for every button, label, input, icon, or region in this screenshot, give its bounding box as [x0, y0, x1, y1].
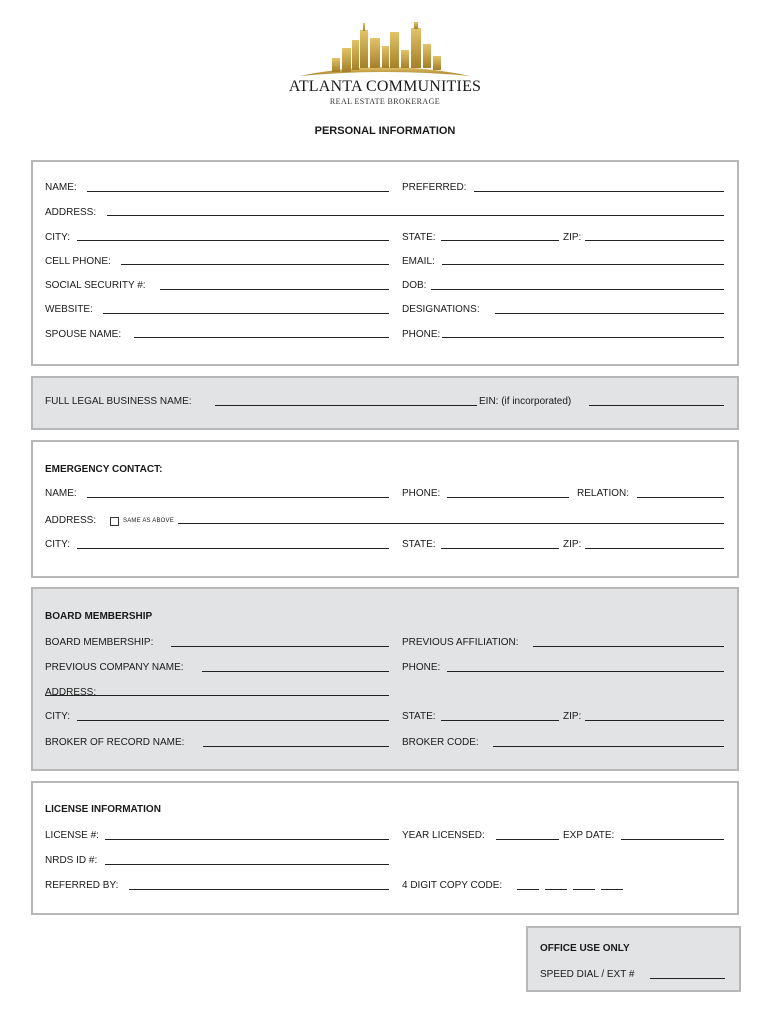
preferred-label: PREFERRED: — [402, 182, 467, 193]
board-zip-label: ZIP: — [563, 711, 582, 722]
broker-name-field[interactable] — [203, 746, 389, 747]
broker-code-label: BROKER CODE: — [402, 737, 479, 748]
speed-dial-field[interactable] — [650, 978, 725, 979]
city-field[interactable] — [77, 240, 389, 241]
legal-business-name-label: FULL LEGAL BUSINESS NAME: — [45, 396, 192, 407]
emergency-name-field[interactable] — [87, 497, 389, 498]
nrds-id-label: NRDS ID #: — [45, 855, 98, 866]
board-membership-section — [31, 587, 739, 771]
emergency-zip-label: ZIP: — [563, 539, 582, 550]
brand-subtitle: REAL ESTATE BROKERAGE — [329, 97, 441, 106]
preferred-field[interactable] — [474, 191, 724, 192]
state-label: STATE: — [402, 232, 436, 243]
broker-code-field[interactable] — [493, 746, 724, 747]
copy-code-digit-3[interactable] — [573, 889, 595, 890]
emergency-city-label: CITY: — [45, 539, 71, 550]
previous-affiliation-label: PREVIOUS AFFILIATION: — [402, 637, 519, 648]
board-membership-field[interactable] — [171, 646, 389, 647]
cell-phone-label: CELL PHONE: — [45, 256, 111, 267]
copy-code-label: 4 DIGIT COPY CODE: — [402, 880, 503, 891]
business-section — [31, 376, 739, 430]
same-as-above-checkbox[interactable] — [110, 517, 119, 526]
emergency-state-label: STATE: — [402, 539, 436, 550]
same-as-above-label: SAME AS ABOVE — [123, 518, 174, 524]
name-field[interactable] — [87, 191, 389, 192]
page-title: PERSONAL INFORMATION — [314, 125, 456, 137]
personal-section — [31, 160, 739, 366]
board-phone-field[interactable] — [447, 671, 724, 672]
relation-label: RELATION: — [577, 488, 630, 499]
dob-label: DOB: — [402, 280, 427, 291]
designations-field[interactable] — [495, 313, 724, 314]
board-address-field[interactable] — [45, 695, 389, 696]
zip-label: ZIP: — [563, 232, 582, 243]
designations-label: DESIGNATIONS: — [402, 304, 480, 315]
emergency-zip-field[interactable] — [585, 548, 724, 549]
office-use-heading: OFFICE USE ONLY — [540, 943, 630, 954]
phone-label: PHONE: — [402, 329, 441, 340]
board-address-label: ADDRESS: — [45, 687, 97, 698]
address-label: ADDRESS: — [45, 207, 97, 218]
emergency-city-field[interactable] — [77, 548, 389, 549]
office-use-section — [526, 926, 741, 992]
copy-code-digit-2[interactable] — [545, 889, 567, 890]
license-heading: LICENSE INFORMATION — [45, 804, 161, 815]
emergency-contact-section — [31, 440, 739, 578]
zip-field[interactable] — [585, 240, 724, 241]
license-number-field[interactable] — [105, 839, 389, 840]
legal-business-name-field[interactable] — [215, 405, 477, 406]
referred-by-label: REFERRED BY: — [45, 880, 119, 891]
ssn-field[interactable] — [160, 289, 389, 290]
board-heading: BOARD MEMBERSHIP — [45, 611, 153, 622]
board-zip-field[interactable] — [585, 720, 724, 721]
year-licensed-field[interactable] — [496, 839, 559, 840]
previous-company-label: PREVIOUS COMPANY NAME: — [45, 662, 184, 673]
website-field[interactable] — [103, 313, 389, 314]
emergency-address-label: ADDRESS: — [45, 515, 97, 526]
email-field[interactable] — [442, 264, 724, 265]
relation-field[interactable] — [637, 497, 724, 498]
exp-date-field[interactable] — [621, 839, 724, 840]
ein-field[interactable] — [589, 405, 724, 406]
name-label: NAME: — [45, 182, 77, 193]
emergency-phone-label: PHONE: — [402, 488, 441, 499]
board-state-field[interactable] — [441, 720, 559, 721]
website-label: WEBSITE: — [45, 304, 93, 315]
spouse-name-label: SPOUSE NAME: — [45, 329, 122, 340]
address-field[interactable] — [107, 215, 724, 216]
previous-affiliation-field[interactable] — [533, 646, 724, 647]
board-state-label: STATE: — [402, 711, 436, 722]
cell-phone-field[interactable] — [121, 264, 389, 265]
emergency-address-field[interactable] — [178, 523, 724, 524]
city-label: CITY: — [45, 232, 71, 243]
emergency-heading: EMERGENCY CONTACT: — [45, 464, 163, 475]
referred-by-field[interactable] — [129, 889, 389, 890]
license-section — [31, 781, 739, 915]
emergency-state-field[interactable] — [441, 548, 559, 549]
speed-dial-label: SPEED DIAL / EXT # — [540, 969, 635, 980]
phone-field[interactable] — [442, 337, 724, 338]
board-city-field[interactable] — [77, 720, 389, 721]
board-membership-label: BOARD MEMBERSHIP: — [45, 637, 154, 648]
year-licensed-label: YEAR LICENSED: — [402, 830, 485, 841]
exp-date-label: EXP DATE: — [563, 830, 615, 841]
ssn-label: SOCIAL SECURITY #: — [45, 280, 146, 291]
brand-name: ATLANTA COMMUNITIES — [288, 78, 482, 95]
copy-code-digit-4[interactable] — [601, 889, 623, 890]
emergency-name-label: NAME: — [45, 488, 77, 499]
board-city-label: CITY: — [45, 711, 71, 722]
license-number-label: LICENSE #: — [45, 830, 99, 841]
state-field[interactable] — [441, 240, 559, 241]
emergency-phone-field[interactable] — [447, 497, 569, 498]
previous-company-field[interactable] — [202, 671, 389, 672]
email-label: EMAIL: — [402, 256, 435, 267]
copy-code-digit-1[interactable] — [517, 889, 539, 890]
ein-label: EIN: (if incorporated) — [479, 396, 572, 407]
broker-name-label: BROKER OF RECORD NAME: — [45, 737, 185, 748]
dob-field[interactable] — [431, 289, 724, 290]
nrds-id-field[interactable] — [105, 864, 389, 865]
board-phone-label: PHONE: — [402, 662, 441, 673]
spouse-name-field[interactable] — [134, 337, 389, 338]
